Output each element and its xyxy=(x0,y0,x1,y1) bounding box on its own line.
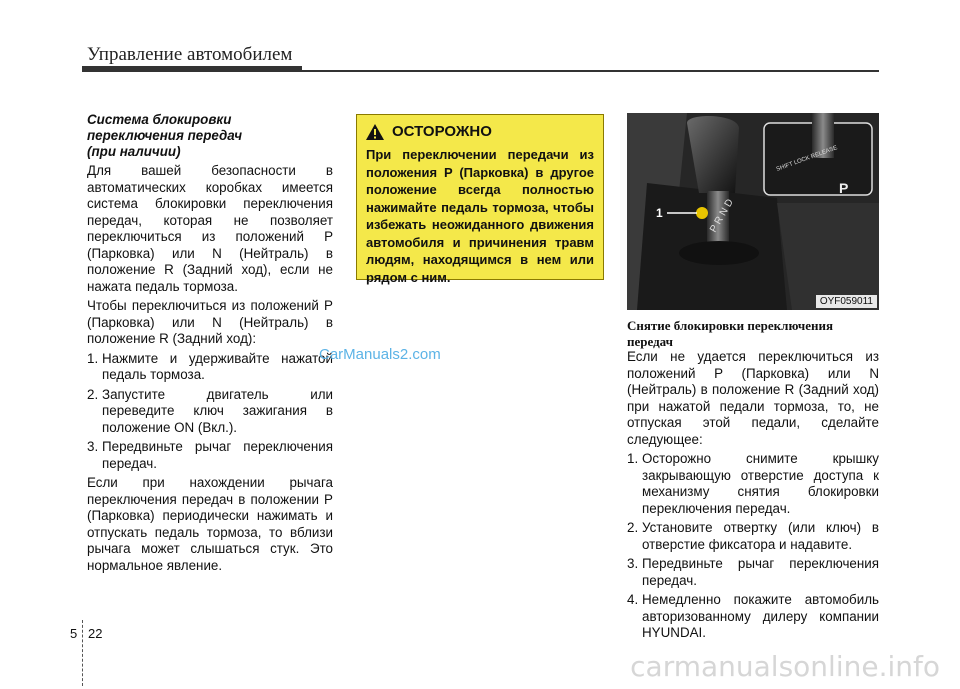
list-item: 2. Установите отвертку (или ключ) в отверстие фиксатора и надавите. xyxy=(627,520,879,552)
page-divider xyxy=(82,620,84,686)
list-item: 2. Запустите двигатель или переведите ключ зажигания в положение ON (Вкл.). xyxy=(87,386,333,435)
svg-text:P R N D: P R N D xyxy=(708,197,736,235)
figure-caption: Снятие блокировки переключения передач xyxy=(627,318,834,349)
steps-list xyxy=(627,451,879,642)
page-number: 22 xyxy=(88,626,103,641)
intro-paragraph: Если не удается переключиться из положений P (Парковка) или N (Нейтраль) в положение R (Задний ход) при нажатой педали тормоза, то, не отпуская этой педали, сделайте следующее: xyxy=(627,349,879,447)
list-item: 3. Передвиньте рычаг переключения передач. xyxy=(87,439,333,471)
left-column xyxy=(87,112,333,577)
note-paragraph: Если при нахождении рычага переключения передач в положении P (Парковка) периодически нажимать и отпускать педаль тормоза, то вблизи рычага может слышаться стук. Это нормальное явление. xyxy=(87,475,333,573)
page-header-title: Управление автомобилем xyxy=(87,44,293,65)
right-column xyxy=(627,349,879,645)
footer-watermark: carmanualsonline.info xyxy=(630,650,940,683)
figure-code: OYF059011 xyxy=(816,295,877,308)
inset-text: SHIFT LOCK RELEASE xyxy=(775,145,839,173)
section-subheading: Система блокировки переключения передач (при наличии) xyxy=(87,112,243,159)
list-item: 1. Нажмите и удерживайте нажатой педаль тормоза. xyxy=(87,350,333,382)
list-item: 1. Осторожно снимите крышку закрывающую отверстие доступа к механизму снятия блокировки переключения передач. xyxy=(627,451,879,516)
inset-label: P xyxy=(839,180,849,196)
watermark-link[interactable]: CarManuals2.com xyxy=(319,346,441,363)
section-number: 5 xyxy=(70,626,78,641)
shift-lever-photo xyxy=(627,113,879,310)
warning-box xyxy=(356,114,604,285)
callout-number: 1 xyxy=(656,206,663,220)
warning-icon xyxy=(366,124,384,140)
list-item: 3. Передвиньте рычаг переключения передач. xyxy=(627,556,879,588)
instruction-paragraph: Чтобы переключиться из положений P (Парковка) или N (Нейтраль) в положение R (Задний ход): xyxy=(87,298,333,346)
intro-paragraph: Для вашей безопасности в автоматических коробках имеется система блокировки переключения передач, которая не позволяет переключиться из положений P (Парковка) или N (Нейтраль) в положение R (Задний ход), если не нажата педаль тормоза. xyxy=(87,163,333,294)
warning-text: При переключении передачи из положения P (Парковка) в другое положение всегда полностью нажимайте педаль тормоза, чтобы избежать неожиданного движения автомобиля и причинения травм людям, находящимся в нем или рядом с ним. xyxy=(366,147,594,285)
steps-list xyxy=(87,351,333,473)
gear-shifter-illustration xyxy=(627,113,879,310)
list-item: 4. Немедленно покажите автомобиль авторизованному дилеру компании HYUNDAI. xyxy=(627,592,879,640)
header-rule xyxy=(82,70,879,72)
warning-title: ОСТОРОЖНО xyxy=(392,123,492,140)
